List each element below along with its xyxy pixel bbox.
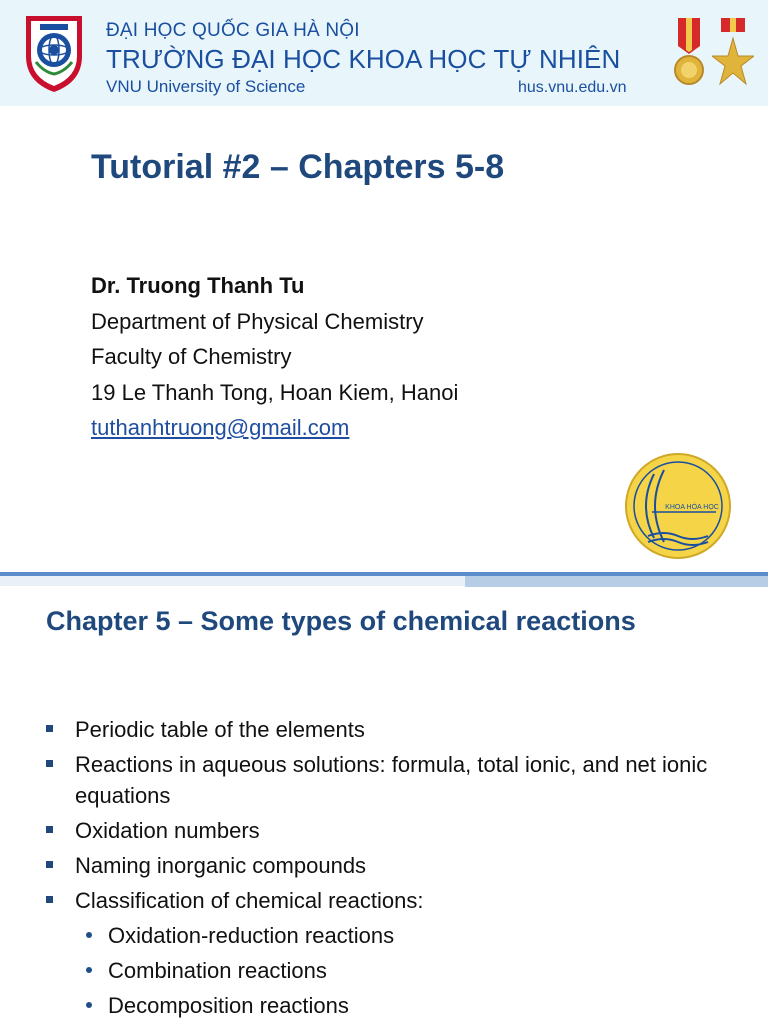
medal-icon [672,18,706,92]
list-item: Periodic table of the elements [46,714,746,745]
bullet-dot-icon [86,1002,92,1008]
author-name: Dr. Truong Thanh Tu [91,273,305,298]
university-name: TRƯỜNG ĐẠI HỌC KHOA HỌC TỰ NHIÊN [106,44,621,74]
bullet-dot-icon [86,932,92,938]
sub-list-item: Combination reactions [46,955,746,986]
bullet-square-icon [46,826,53,833]
faculty-logo-text: KHOA HÓA HỌC [665,504,719,511]
sub-list-item: Decomposition reactions [46,990,746,1021]
topic-list [46,714,746,1025]
bullet-square-icon [46,760,53,767]
author-address: 19 Le Thanh Tong, Hoan Kiem, Hanoi [91,379,459,405]
list-item: Reactions in aqueous solutions: formula, total ionic, and net ionic equations [46,749,746,811]
bullet-square-icon [46,725,53,732]
bullet-square-icon [46,861,53,868]
author-department: Department of Physical Chemistry [91,308,424,334]
university-url[interactable]: hus.vnu.edu.vn [518,79,627,96]
star-medal-icon [712,18,754,92]
sub-list-item: Oxidation-reduction reactions [46,920,746,951]
chapter-title: Chapter 5 – Some types of chemical reactions [46,606,636,636]
author-email-link[interactable]: tuthanhtruong@gmail.com [91,415,350,440]
list-item: Naming inorganic compounds [46,850,746,881]
university-english-name: VNU University of Science [106,77,306,96]
header-banner [0,0,768,106]
author-info [91,268,458,446]
university-network-name: ĐẠI HỌC QUỐC GIA HÀ NỘI [106,20,360,41]
author-faculty: Faculty of Chemistry [91,344,292,369]
bullet-dot-icon [86,967,92,973]
slide-title: Tutorial #2 – Chapters 5-8 [91,148,505,186]
faculty-of-chemistry-logo-icon [624,452,732,560]
university-crest-icon [20,12,88,94]
slide-divider-accent [465,576,768,587]
list-item: Classification of chemical reactions: [46,885,746,916]
bullet-square-icon [46,896,53,903]
list-item: Oxidation numbers [46,815,746,846]
